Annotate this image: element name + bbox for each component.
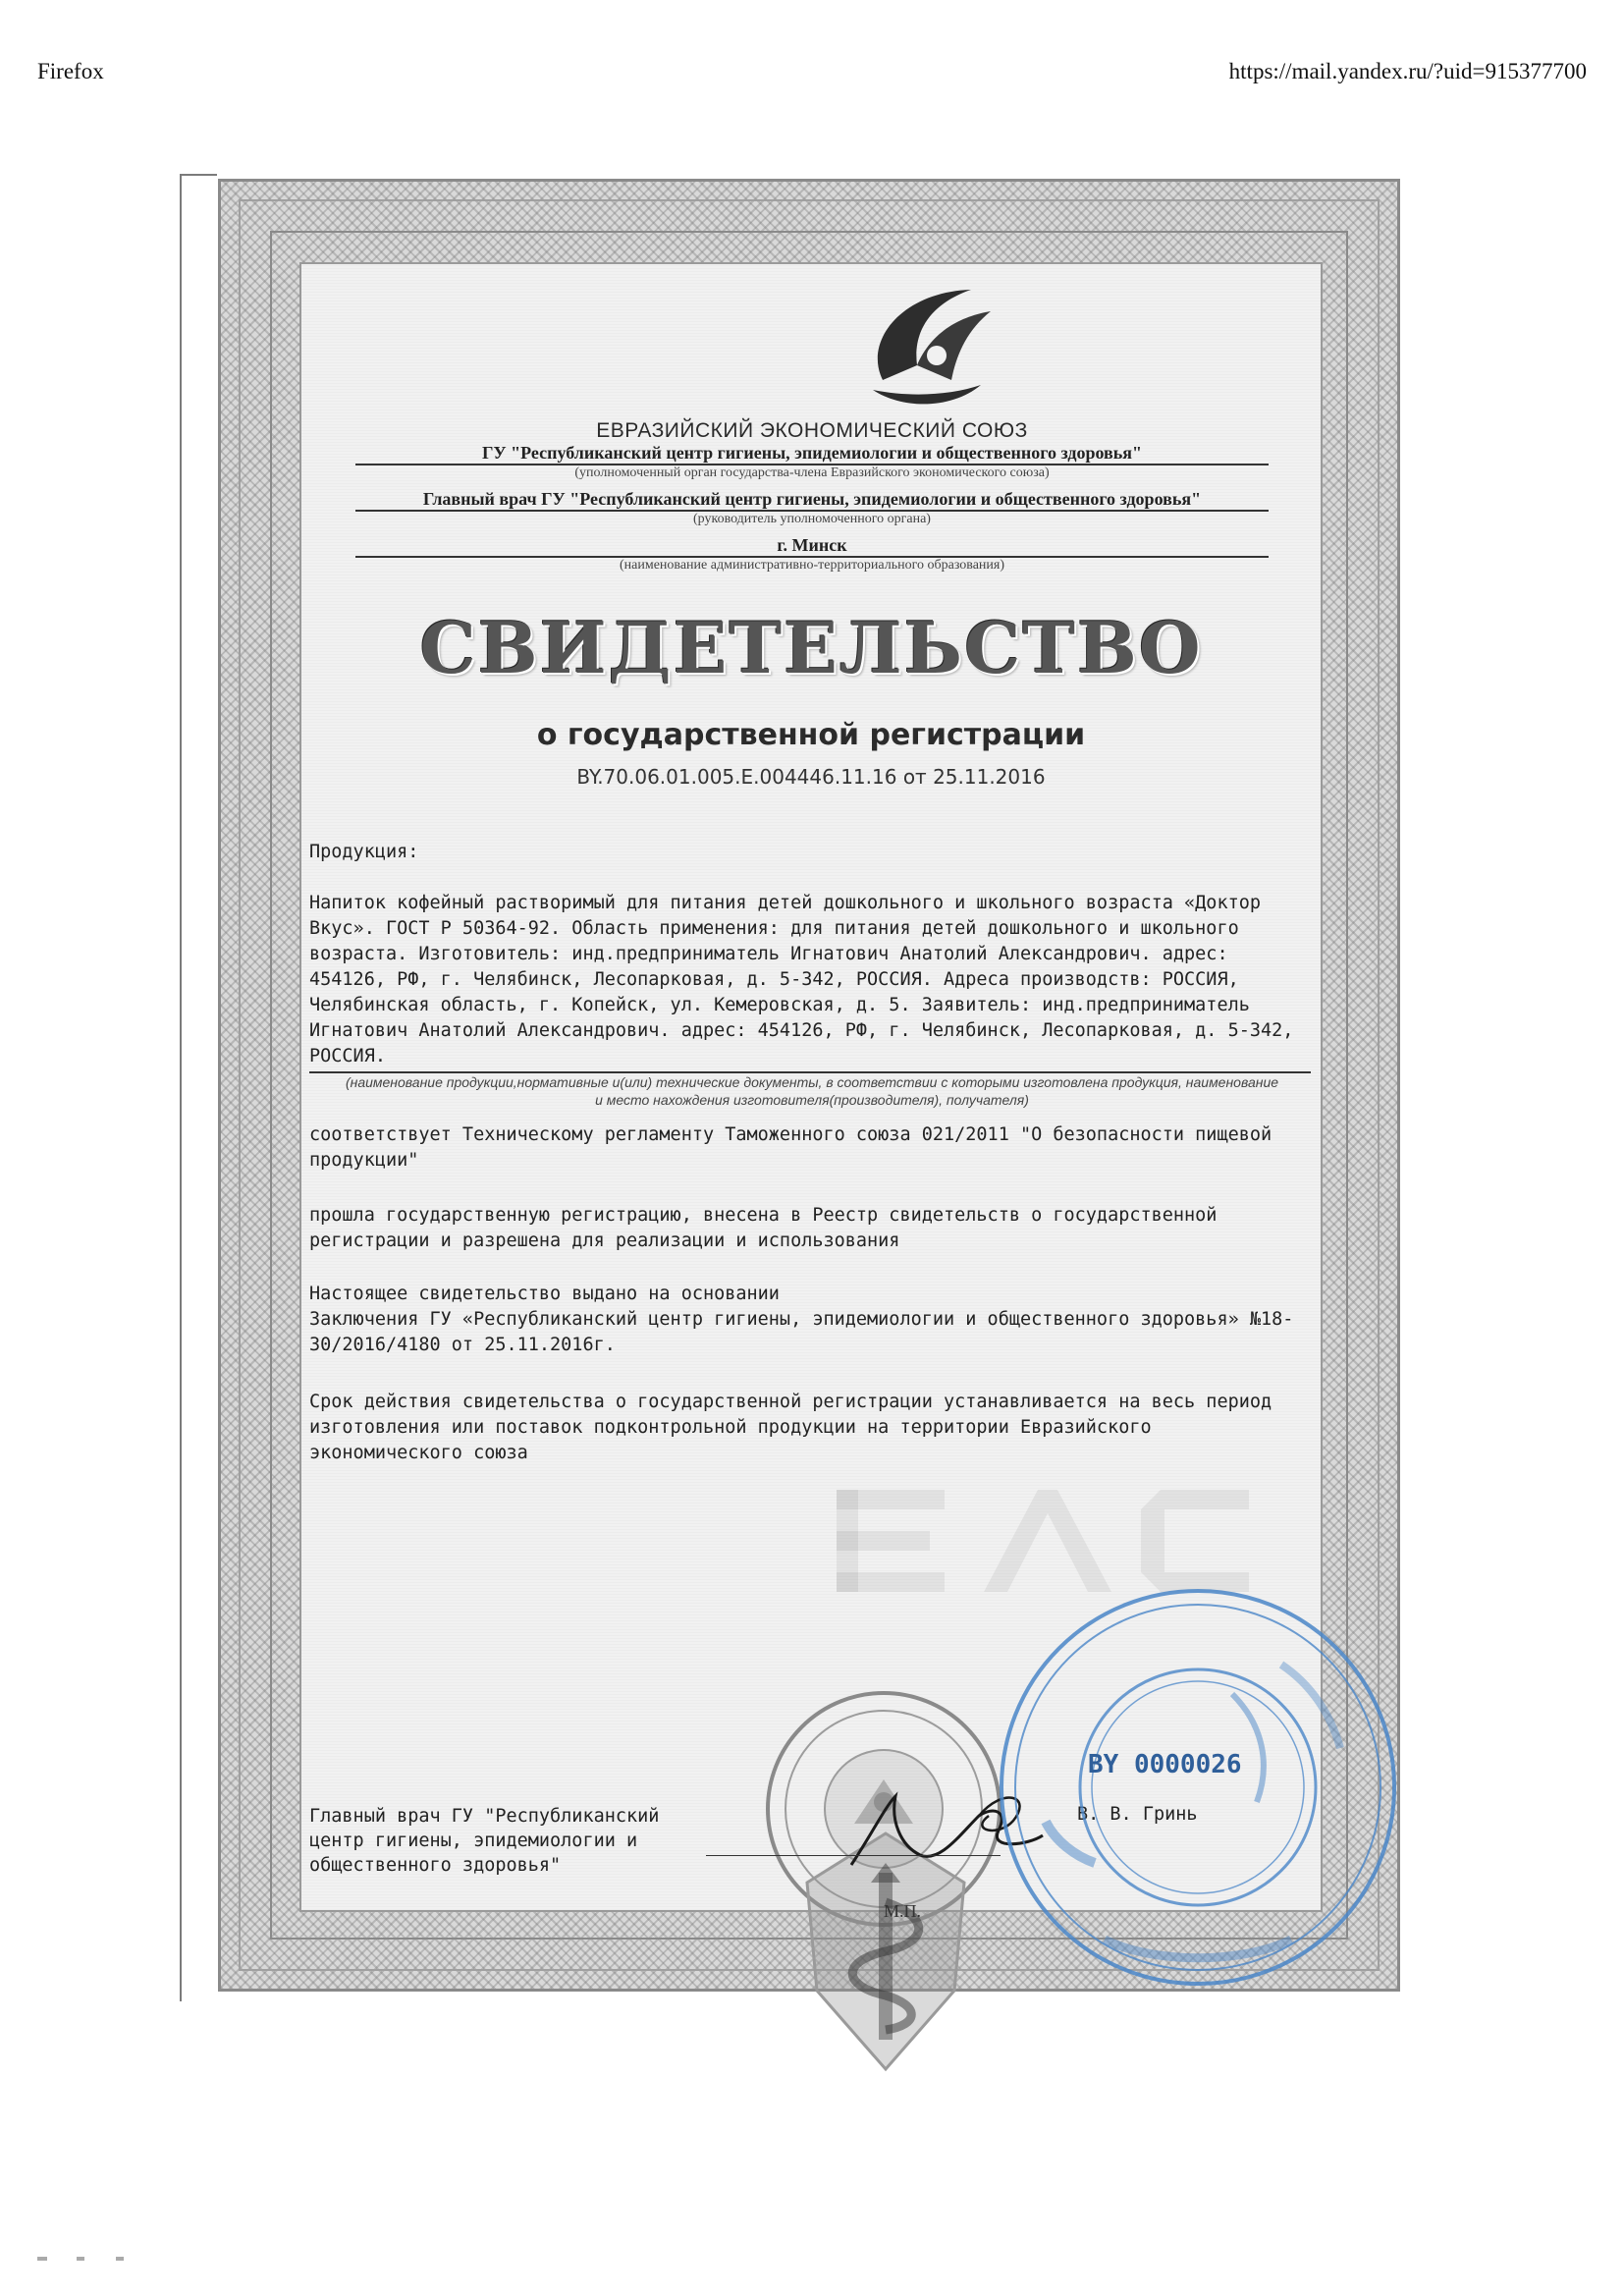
- product-section: [309, 814, 1311, 1099]
- eaeu-emblem-icon: [843, 272, 1001, 419]
- head-of-authority: Главный врач ГУ "Республиканский центр гигиены, эпидемиологии и общественного здоровья": [355, 489, 1269, 512]
- page-footer-fragment-icon: [37, 2255, 126, 2263]
- page-url[interactable]: https://mail.yandex.ru/?uid=915377700: [1228, 59, 1587, 83]
- registration-number: BY.70.06.01.005.E.004446.11.16 от 25.11.2016: [576, 765, 1046, 789]
- validity-text: Срок действия свидетельства о государственной регистрации устанавливается на весь период изготовления или поставок подконтрольной продукции на территории Евразийского экономического союза: [309, 1392, 1272, 1463]
- signatory-name: В. В. Гринь: [1077, 1804, 1198, 1825]
- product-label: Продукция:: [309, 842, 419, 862]
- scan-edge-left: [180, 175, 182, 2001]
- registration-status-text: прошла государственную регистрацию, внесена в Реестр свидетельств о государственной регистрации и разрешена для реализации и использования: [309, 1205, 1218, 1251]
- signatory-position: Главный врач ГУ "Республиканский центр гигиены, эпидемиологии и общественного здоровья": [309, 1806, 660, 1876]
- scan-edge-top: [180, 174, 217, 176]
- city-caption: (наименование административно-территориального образования): [619, 558, 1005, 573]
- city: г. Минск: [355, 535, 1269, 558]
- certificate-subtitle: о государственной регистрации: [536, 718, 1086, 752]
- certificate-title: СВИДЕТЕЛЬСТВО: [419, 606, 1203, 689]
- product-note: (наименование продукции,нормативные и(или) технические документы, в соответствии с которыми изготовлена продукция, наименование и место нахождения изготовителя(производителя), получателя): [345, 1074, 1279, 1108]
- blue-stamp-number: BY 0000026: [1088, 1750, 1242, 1779]
- blue-company-stamp-icon: [987, 1576, 1409, 1998]
- browser-name: Firefox: [37, 59, 104, 83]
- union-name: ЕВРАЗИЙСКИЙ ЭКОНОМИЧЕСКИЙ СОЮЗ: [596, 419, 1028, 442]
- authority-block: [341, 419, 1283, 581]
- head-caption: (руководитель уполномоченного органа): [693, 512, 931, 526]
- seal-mark: М.П.: [884, 1901, 922, 1921]
- authority-caption: (уполномоченный орган государства-члена Евразийского экономического союза): [574, 465, 1050, 480]
- product-description: Напиток кофейный растворимый для питания детей дошкольного и школьного возраста «Доктор Вкус». ГОСТ Р 50364-92. Область применения: для питания детей дошкольного и школьного возраста. Изготовитель: инд.предприниматель Игнатович Анатолий Александрович. адрес: 454126, РФ, г. Челябинск, Лесопарковая, д. 5-342, РОССИЯ. Адреса производств: РОССИЯ, Челябинская область, г. Копейск, ул. Кемеровская, д. 5. Заявитель: инд.предприниматель Игнатович Анатолий Александрович. адрес: 454126, РФ, г. Челябинск, Лесопарковая, д. 5-342, РОССИЯ.: [309, 891, 1311, 1073]
- complies-text: соответствует Техническому регламенту Таможенного союза 021/2011 "О безопасности пищевой продукции": [309, 1124, 1272, 1171]
- issued-basis-text: Настоящее свидетельство выдано на основании Заключения ГУ «Республиканский центр гигиены, эпидемиологии и общественного здоровья» №18-30/2016/4180 от 25.11.2016г.: [309, 1284, 1294, 1355]
- authority-name: ГУ "Республиканский центр гигиены, эпидемиологии и общественного здоровья": [355, 443, 1269, 465]
- signature-line: [706, 1855, 1001, 1856]
- print-header: [0, 0, 1624, 118]
